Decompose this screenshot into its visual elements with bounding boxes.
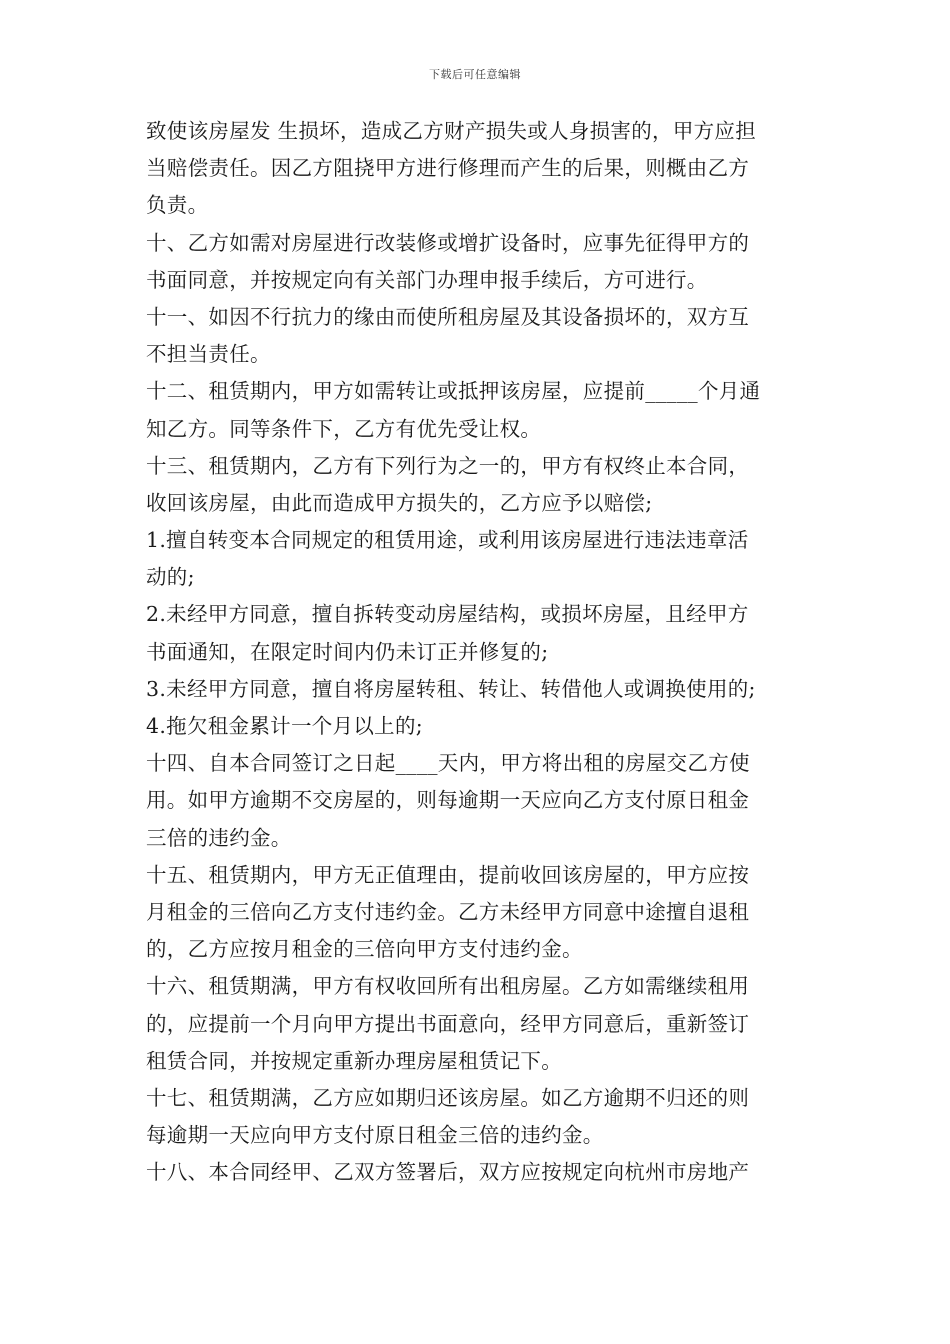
text-line: 十二、租赁期内，甲方如需转让或抵押该房屋，应提前_____个月通	[146, 379, 761, 404]
text-line: 十四、自本合同签订之日起____天内，甲方将出租的房屋交乙方使	[146, 751, 750, 776]
text-line: 4.拖欠租金累计一个月以上的;	[146, 714, 423, 738]
text-line: 动的;	[146, 565, 195, 590]
text-line: 不担当责任。	[146, 342, 271, 367]
text-line: 十八、本合同经甲、乙双方签署后，双方应按规定向杭州市房地产	[146, 1160, 750, 1185]
contract-body	[146, 113, 810, 1191]
text-line: 十六、租赁期满，甲方有权收回所有出租房屋。乙方如需继续租用	[146, 974, 750, 999]
text-line: 每逾期一天应向甲方支付原日租金三倍的违约金。	[146, 1123, 604, 1148]
text-line: 书面通知，在限定时间内仍未订正并修复的;	[146, 639, 549, 664]
text-line: 2.未经甲方同意，擅自拆转变动房屋结构，或损坏房屋，且经甲方	[146, 602, 749, 627]
text-line: 十、乙方如需对房屋进行改装修或增扩设备时，应事先征得甲方的	[146, 230, 750, 255]
text-line: 的，应提前一个月向甲方提出书面意向，经甲方同意后，重新签订	[146, 1011, 750, 1036]
text-line: 负责。	[146, 193, 209, 218]
text-line: 十三、租赁期内，乙方有下列行为之一的，甲方有权终止本合同，	[146, 453, 750, 478]
text-line: 月租金的三倍向乙方支付违约金。乙方未经甲方同意中途擅自退租	[146, 899, 750, 924]
text-line: 十一、如因不行抗力的缘由而使所租房屋及其设备损坏的，双方互	[146, 304, 750, 329]
text-line: 收回该房屋，由此而造成甲方损失的，乙方应予以赔偿;	[146, 490, 653, 515]
text-line: 书面同意，并按规定向有关部门办理申报手续后，方可进行。	[146, 267, 708, 292]
text-line: 1.擅自转变本合同规定的租赁用途，或利用该房屋进行违法违章活	[146, 528, 749, 553]
text-line: 用。如甲方逾期不交房屋的，则每逾期一天应向乙方支付原日租金	[146, 788, 750, 813]
text-line: 的，乙方应按月租金的三倍向甲方支付违约金。	[146, 937, 583, 962]
page-header: 下载后可任意编辑	[429, 68, 521, 81]
text-line: 十七、租赁期满，乙方应如期归还该房屋。如乙方逾期不归还的则	[146, 1085, 750, 1110]
text-line: 租赁合同，并按规定重新办理房屋租赁记下。	[146, 1048, 562, 1073]
text-line: 致使该房屋发 生损坏，造成乙方财产损失或人身损害的，甲方应担	[146, 119, 757, 143]
text-line: 当赔偿责任。因乙方阻挠甲方进行修理而产生的后果，则概由乙方	[146, 156, 750, 181]
text-line: 十五、租赁期内，甲方无正值理由，提前收回该房屋的，甲方应按	[146, 862, 750, 887]
text-line: 三倍的违约金。	[146, 825, 292, 850]
text-line: 知乙方。同等条件下，乙方有优先受让权。	[146, 416, 542, 441]
text-line: 3.未经甲方同意，擅自将房屋转租、转让、转借他人或调换使用的;	[146, 676, 756, 701]
